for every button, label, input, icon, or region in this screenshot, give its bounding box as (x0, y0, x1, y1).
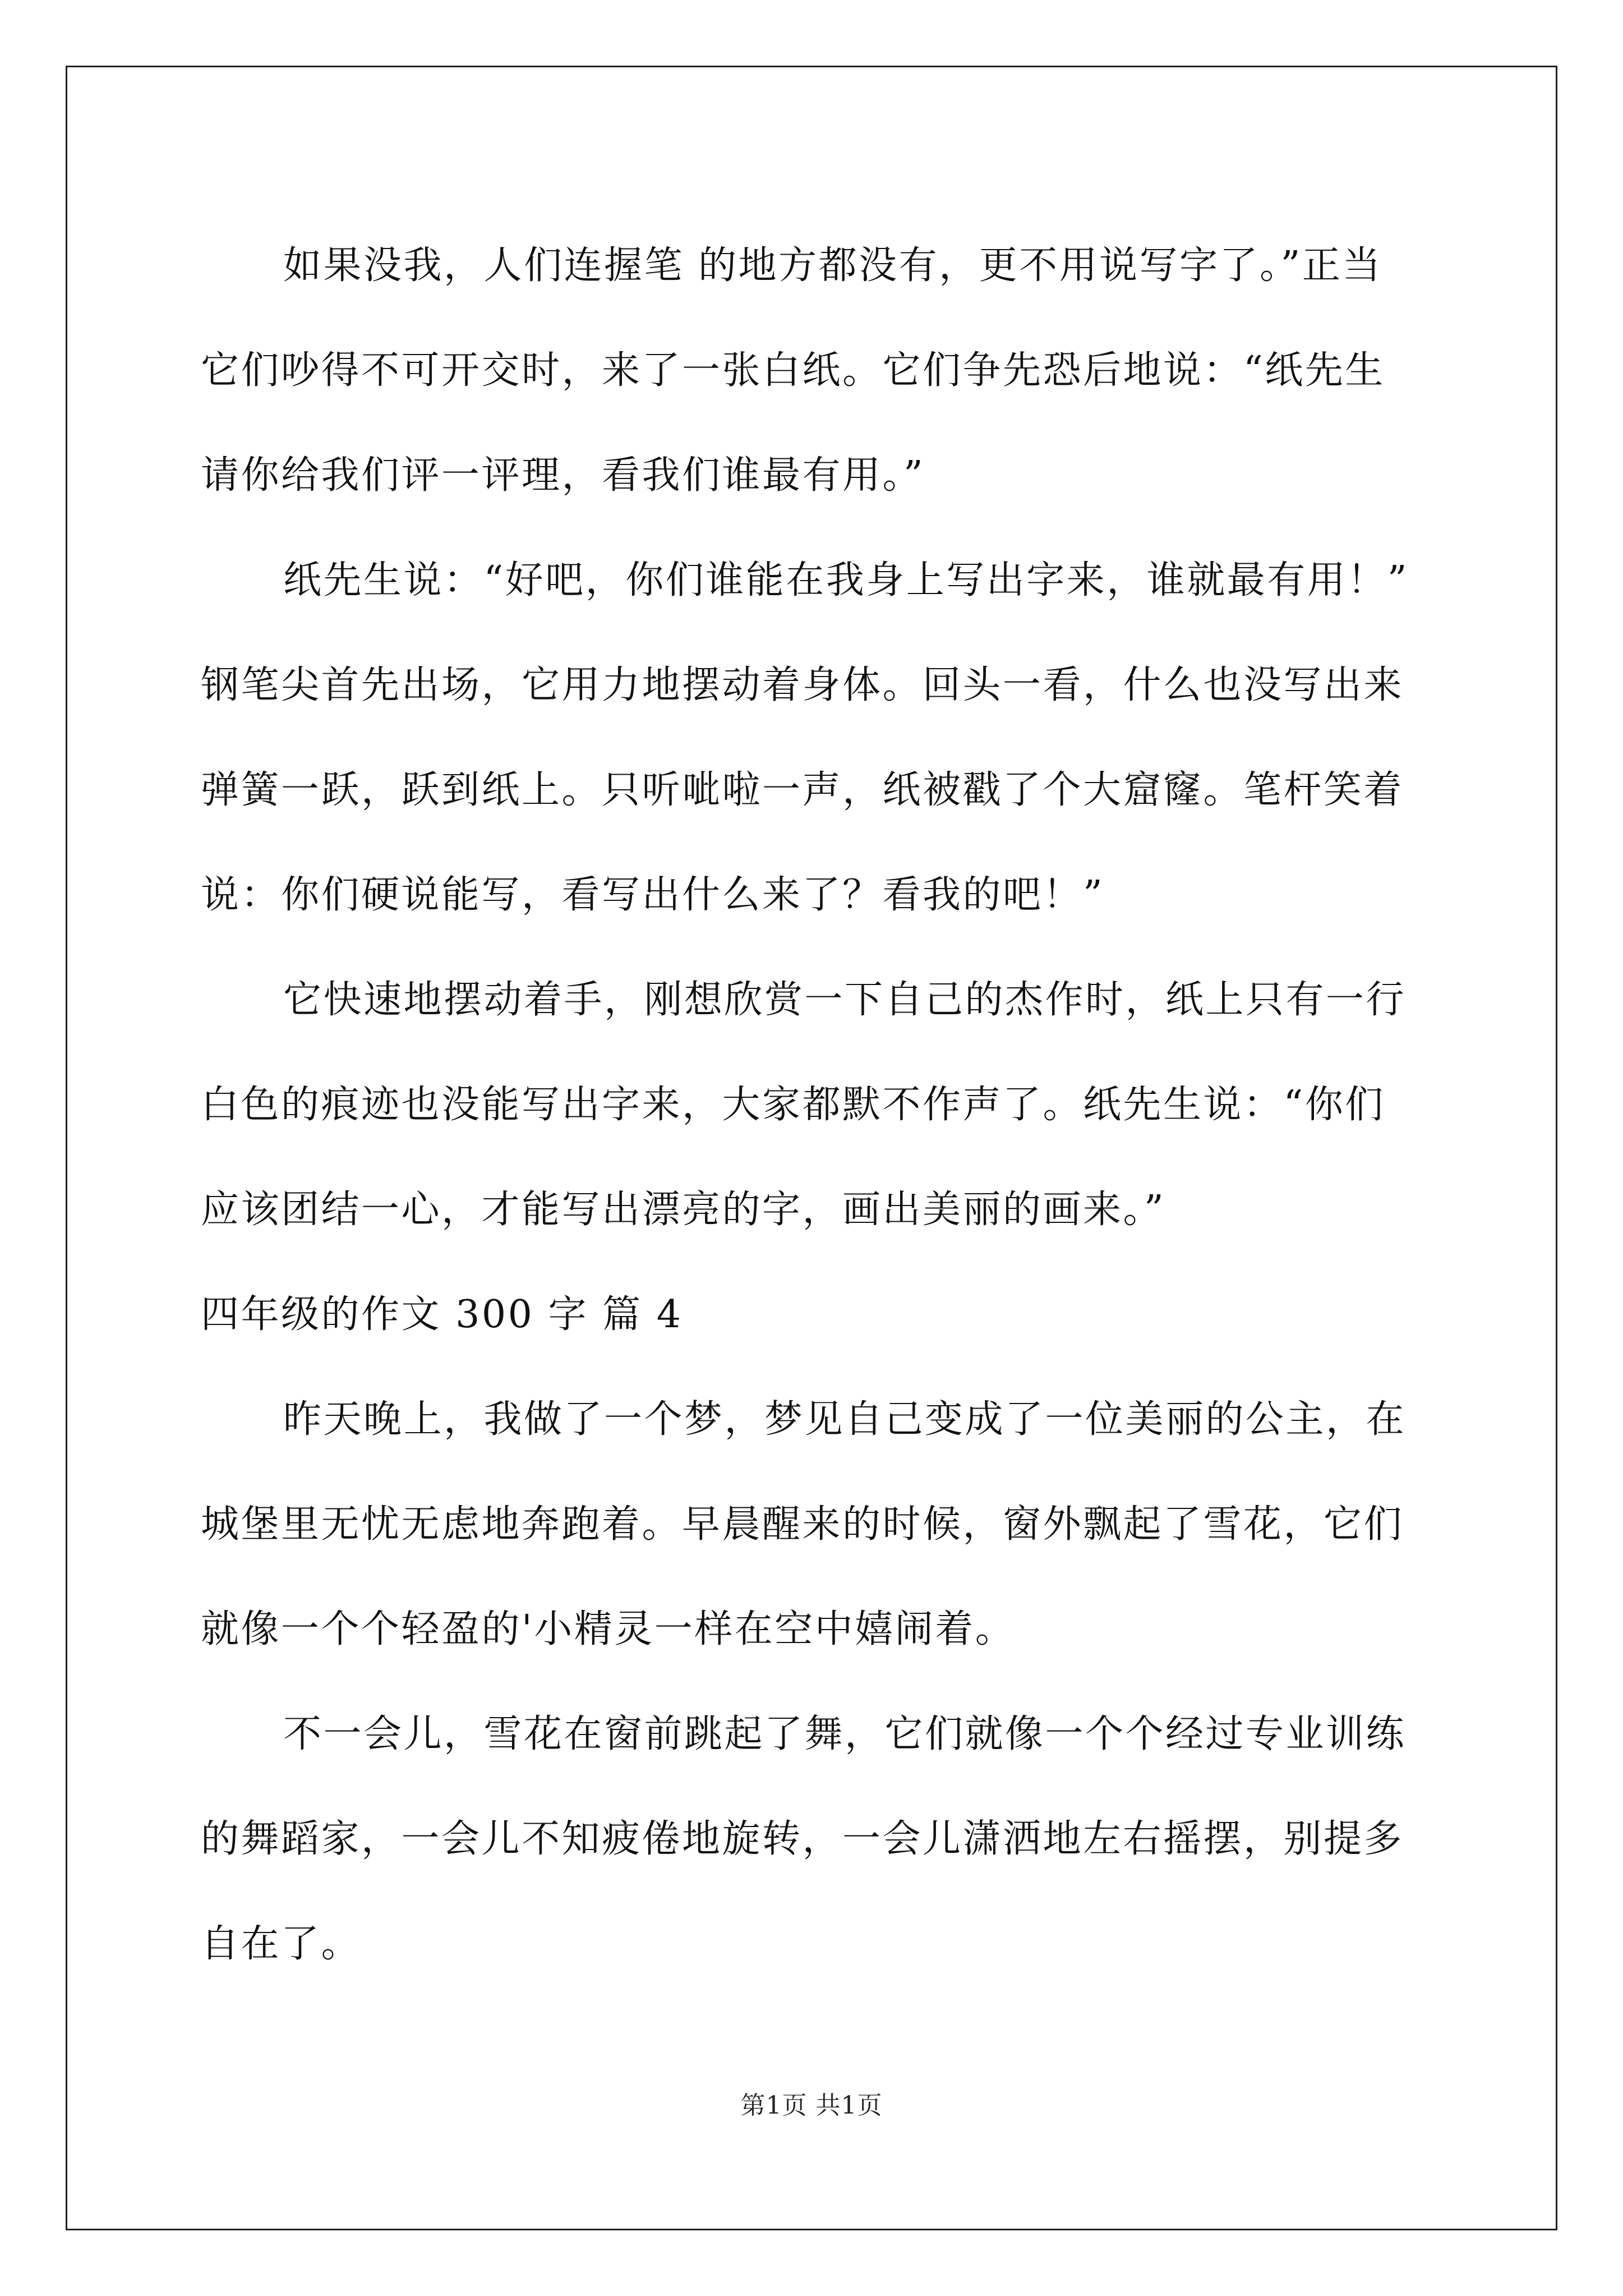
text-line: 请你给我们评一评理，看我们谁最有用。” (201, 453, 925, 498)
text-line: 就像一个个轻盈的'小精灵一样在空中嬉闹着。 (201, 1607, 1016, 1651)
text-line: 的舞蹈家，一会儿不知疲倦地旋转，一会儿潇洒地左右摇摆，别提多 (201, 1817, 1404, 1861)
text-line: 它快速地摆动着手，刚想欣赏一下自己的杰作时，纸上只有一行 (283, 978, 1407, 1022)
page-footer: 第1页 共1页 (740, 2091, 883, 2120)
text-line: 白色的痕迹也没能写出字来，大家都默不作声了。纸先生说：“你们 (201, 1083, 1385, 1127)
document-body (201, 213, 1435, 1996)
text-line: 钢笔尖首先出场，它用力地摆动着身体。回头一看，什么也没写出来 (201, 663, 1404, 707)
text-line: 自在了。 (201, 1922, 362, 1966)
text-line: 城堡里无忧无虑地奔跑着。早晨醒来的时候，窗外飘起了雪花，它们 (201, 1502, 1404, 1547)
text-line: 昨天晚上，我做了一个梦，梦见自己变成了一位美丽的公主，在 (283, 1397, 1407, 1442)
text-line: 弹簧一跃，跃到纸上。只听呲啦一声，纸被戳了个大窟窿。笔杆笑着 (201, 768, 1404, 812)
text-line: 如果没我，人们连握笔 的地方都没有，更不用说写字了。”正当 (283, 243, 1382, 288)
text-line: 纸先生说：“好吧，你们谁能在我身上写出字来，谁就最有用！” (283, 558, 1409, 602)
text-line: 说：你们硬说能写，看写出什么来了？看我的吧！” (201, 873, 1105, 917)
section-heading: 四年级的作文 300 字 篇 4 (201, 1292, 683, 1337)
text-line: 它们吵得不可开交时，来了一张白纸。它们争先恐后地说：“纸先生 (201, 348, 1385, 393)
text-line: 不一会儿，雪花在窗前跳起了舞，它们就像一个个经过专业训练 (283, 1712, 1407, 1756)
text-line: 应该团结一心，才能写出漂亮的字，画出美丽的画来。” (201, 1188, 1166, 1232)
